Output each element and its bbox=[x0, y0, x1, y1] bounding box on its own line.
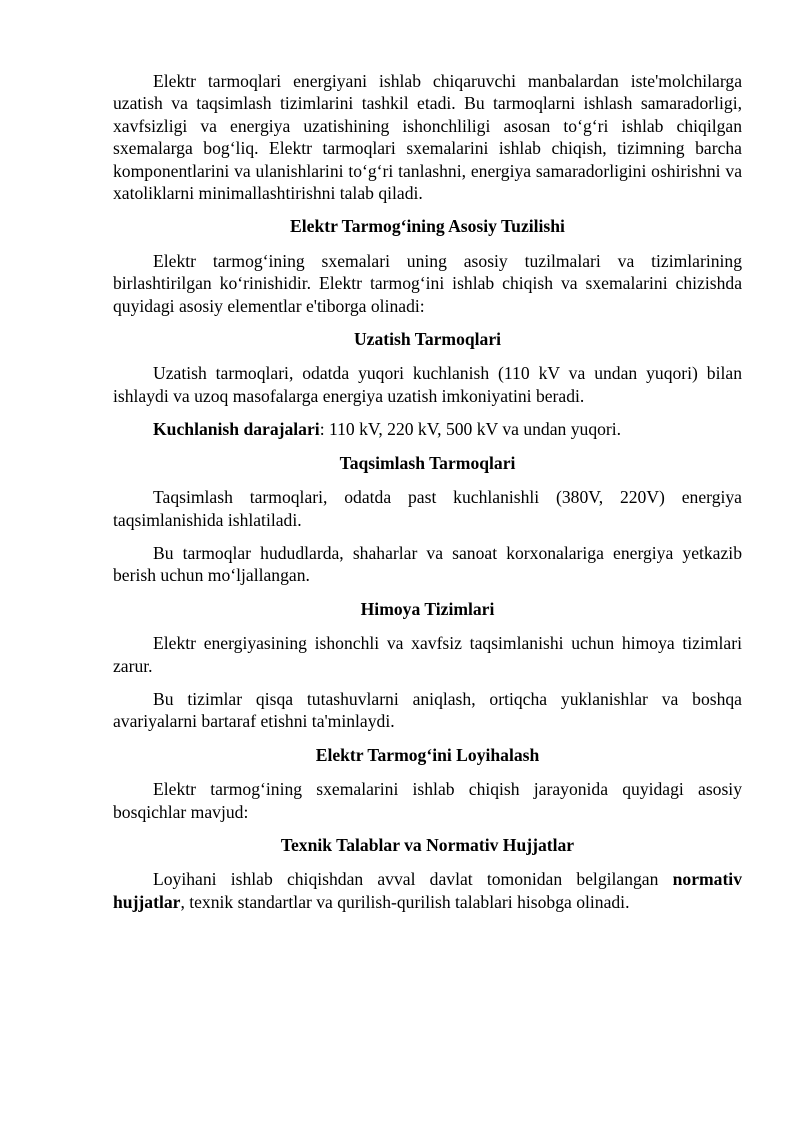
texnik-paragraph bbox=[113, 868, 742, 913]
loyihalash-paragraph: Elektr tarmog‘ining sxemalarini ishlab chiqish jarayonida quyidagi asosiy bosqichlar mavjud: bbox=[113, 779, 742, 822]
intro-paragraph: Elektr tarmoqlari energiyani ishlab chiqaruvchi manbalardan iste'molchilarga uzatish va taqsimlash tizimlarini tashkil etadi. Bu tarmoqlarni ishlash samaradorligi, xavfsizligi va energiya uzatishining ishonchliligi asosan to‘g‘ri ishlab chiqilgan sxemalarga bog‘liq. Elektr tarmoqlari sxemalarini ishlab chiqish, tizimning barcha komponentlarini va ulanishlarini to‘g‘ri tanlashni, energiya samaradorligini oshirishni va xatoliklarni minimallashtirishni talab qiladi. bbox=[113, 71, 742, 204]
himoya-paragraph-1: Elektr energiyasining ishonchli va xavfsiz taqsimlanishi uchun himoya tizimlari zarur. bbox=[113, 633, 742, 676]
asosiy-tuzilishi-paragraph: Elektr tarmog‘ining sxemalari uning asosiy tuzilmalari va tizimlarining birlashtirilgan ko‘rinishidir. Elektr tarmog‘ini ishlab chiqish va sxemalarini chizishda quyidagi asosiy elementlar e'tiborga olinadi: bbox=[113, 250, 742, 316]
taqsimlash-paragraph-1: Taqsimlash tarmoqlari, odatda past kuchlanishli (380V, 220V) energiya taqsimlanishida ishlatiladi. bbox=[113, 487, 742, 530]
document-page bbox=[113, 70, 742, 924]
heading-texnik-talablar: Texnik Talablar va Normativ Hujjatlar bbox=[280, 834, 575, 855]
himoya-paragraph-2: Bu tizimlar qisqa tutashuvlarni aniqlash, ortiqcha yuklanishlar va boshqa avariyalarni bartaraf etishni ta'minlaydi. bbox=[113, 688, 742, 732]
taqsimlash-paragraph-2: Bu tarmoqlar hududlarda, shaharlar va sanoat korxonalariga energiya yetkazib berish uchun mo‘ljallangan. bbox=[113, 542, 742, 586]
heading-asosiy-tuzilishi: Elektr Tarmog‘ining Asosiy Tuzilishi bbox=[290, 216, 565, 237]
heading-uzatish-tarmoqlari: Uzatish Tarmoqlari bbox=[353, 329, 502, 350]
heading-himoya-tizimlari: Himoya Tizimlari bbox=[360, 598, 495, 619]
texnik-text-end: , texnik standartlar va qurilish-qurilish talablari hisobga olinadi. bbox=[180, 891, 630, 912]
normativ-hujjatlar-bold: normativ hujjatlar bbox=[113, 869, 742, 912]
texnik-text-start: Loyihani ishlab chiqishdan avval davlat tomonidan belgilangan bbox=[153, 869, 673, 890]
kuchlanish-text: : 110 kV, 220 kV, 500 kV va undan yuqori. bbox=[319, 419, 622, 440]
heading-loyihalash: Elektr Tarmog‘ini Loyihalash bbox=[315, 744, 540, 765]
heading-taqsimlash-tarmoqlari: Taqsimlash Tarmoqlari bbox=[339, 452, 516, 473]
kuchlanish-label: Kuchlanish darajalari bbox=[153, 419, 320, 440]
uzatish-paragraph: Uzatish tarmoqlari, odatda yuqori kuchlanish (110 kV va undan yuqori) bilan ishlaydi va uzoq masofalarga energiya uzatish imkoniyatini beradi. bbox=[113, 363, 742, 406]
kuchlanish-paragraph bbox=[113, 418, 742, 440]
